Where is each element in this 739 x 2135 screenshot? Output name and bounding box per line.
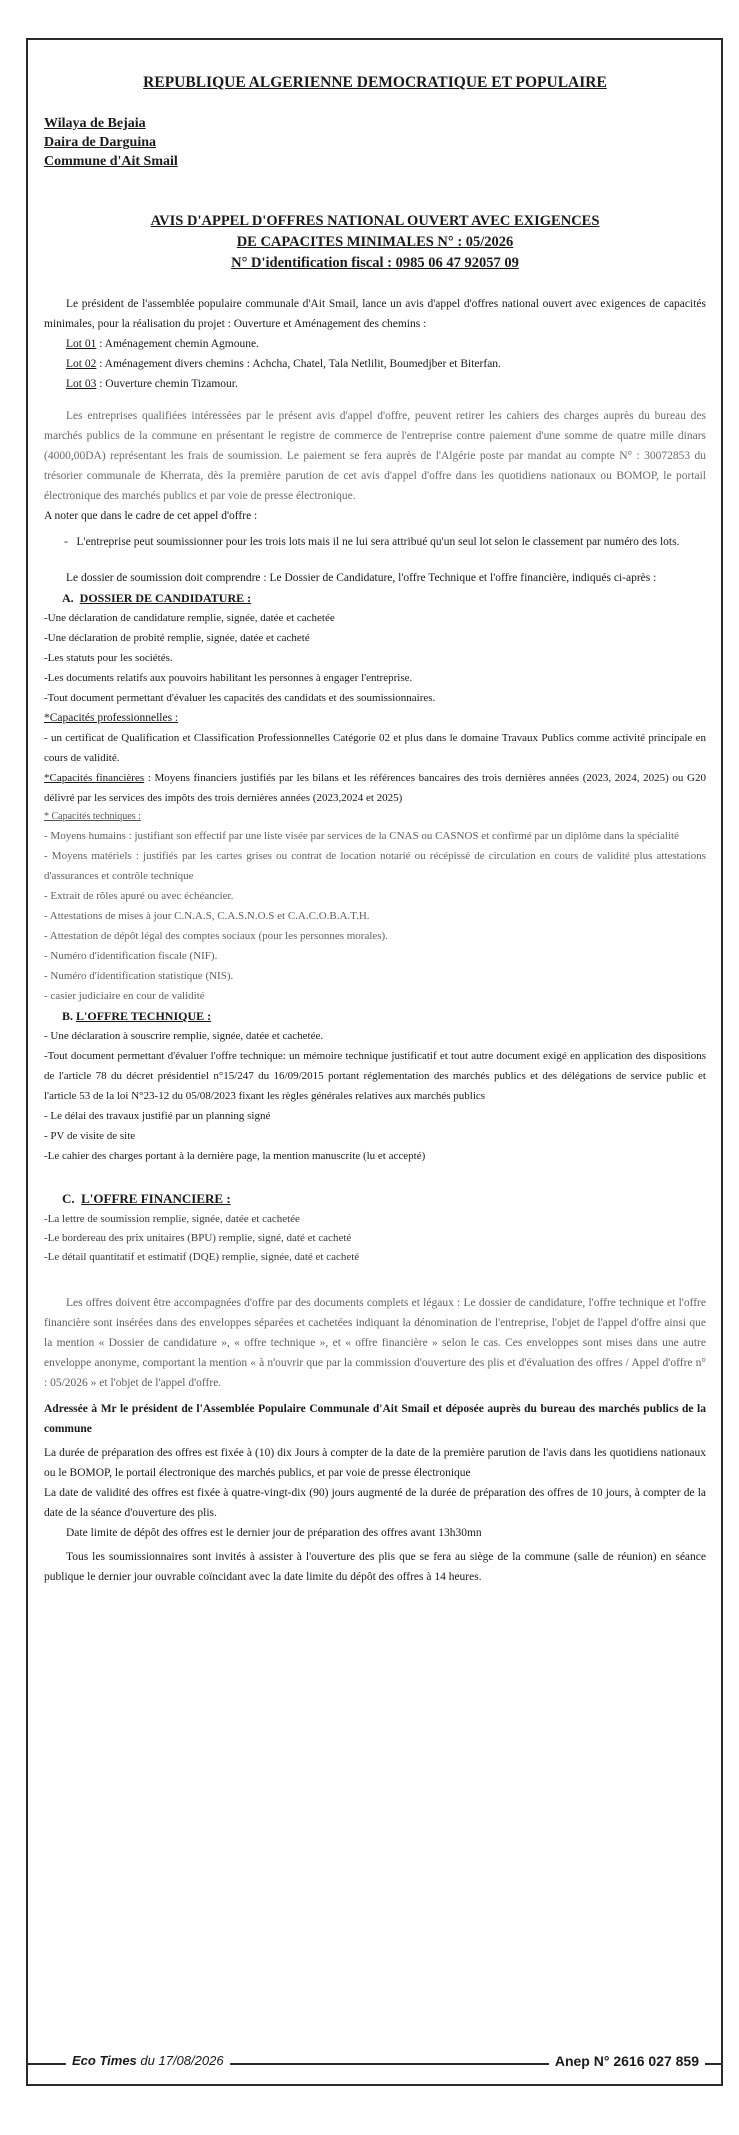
list-item: -Tout document permettant d'évaluer les capacités des candidats et des soumissionnaires. (44, 692, 436, 704)
commune: Commune d'Ait Smail (44, 154, 178, 169)
section-letter: A. (62, 591, 74, 605)
lot-text: : Aménagement divers chemins : Achcha, Chatel, Tala Netlilit, Boumedjber et Biterfan. (96, 358, 501, 370)
retrait-paragraph: Les entreprises qualifiées intéressées par le présent avis d'appel d'offre, peuvent retirer les cahiers des charges auprès du bureau des marchés publics de la commune en présentant le registre de commerce de l'entreprise contre paiement d'une somme de quatre mille dinars (4000,00DA) représentant les frais de soumission. Le paiement se fera auprès de l'Algérie poste par mandat au compte N° : 30072853 du trésorier communale de Kherrata, dès la première parution de cet avis d'appel d'offre dans les quotidiens nationaux ou BOMOP, le portail électronique des marchés publics et par voie de presse électronique. (44, 410, 706, 502)
fiscal-id: N° D'identification fiscal : 0985 06 47 92057 09 (231, 255, 519, 271)
closing-p1: Les offres doivent être accompagnées d'offre par des documents complets et légaux : Le dossier de candidature, l'offre technique et l'offre financière sont insérées dans des enveloppes séparées et cachetées indiquant la dénomination de l'entreprise, l'objet de l'appel d'offre ainsi que la mention « Dossier de candidature », « offre technique », et « offre financière » selon le cas. Ces enveloppes sont mises dans une autre enveloppe anonyme, comportant la mention « à n'ouvrir que par la commission d'ouverture des plis et d'évaluation des offres / Appel d'offre n° : 05/2026 » et l'objet de l'appel d'offre. (44, 1297, 706, 1389)
list-item: -Tout document permettant d'évaluer l'offre technique: un mémoire technique justificatif et tout autre document exigé en application des dispositions de l'article 78 du décret présidentiel n°15/247 du 16/09/2015 portant réglementation des marchés publics et des délégations de service public et l'article 53 de la loi N°23-12 du 05/08/2023 fixant les règles générales relatives aux marchés publics (44, 1050, 706, 1102)
list-item: - casier judiciaire en cour de validité (44, 990, 205, 1002)
title-line-2: DE CAPACITES MINIMALES N° : 05/2026 (236, 234, 514, 250)
wilaya: Wilaya de Bejaia (44, 116, 146, 131)
candidature-list (44, 608, 706, 708)
cap-fin (44, 768, 706, 808)
anep-number: Anep N° 2616 027 859 (549, 2053, 705, 2069)
lot-text: : Ouverture chemin Tizamour. (96, 378, 238, 390)
lot-text: : Aménagement chemin Agmoune. (96, 338, 259, 350)
section-title: L'OFFRE TECHNIQUE : (76, 1009, 212, 1023)
list-item: -Le cahier des charges portant à la dernière page, la mention manuscrite (lu et accepté) (44, 1150, 426, 1162)
technique-list (44, 1026, 706, 1166)
notice-title (44, 211, 706, 274)
list-item: - Extrait de rôles apuré ou avec échéancier. (44, 890, 234, 902)
closing-p5: Date limite de dépôt des offres est le dernier jour de préparation des offres avant 13h30mn (66, 1527, 482, 1539)
a-noter: A noter que dans le cadre de cet appel d'offre : (44, 510, 258, 522)
a-noter-text: L'entreprise peut soumissionner pour les trois lots mais il ne lui sera attribué qu'un seul lot selon le classement par numéro des lots. (76, 536, 680, 548)
cap-tech-materiels: - Moyens matériels : justifiés par les cartes grises ou contrat de location notarié ou récépissé de circulation en cours de validité plus attestations d'assurances et contrôle technique (44, 850, 706, 882)
list-item: -Les statuts pour les sociétés. (44, 652, 173, 664)
list-item: - Numéro d'identification statistique (NIS). (44, 970, 234, 982)
section-title: DOSSIER DE CANDIDATURE : (79, 591, 252, 605)
section-letter: C. (62, 1191, 75, 1206)
lot-label: Lot 02 (66, 358, 97, 370)
cap-fin-label: *Capacités financières (44, 772, 145, 784)
closing-p4: La date de validité des offres est fixée à quatre-vingt-dix (90) jours augmenté de la durée de préparation des offres de 10 jours, à compter de la date de la séance d'ouverture des plis. (44, 1487, 706, 1519)
publication-name: Eco Times (72, 2053, 137, 2068)
notice-content (44, 56, 706, 1587)
lot-3 (44, 374, 706, 394)
title-line-1: AVIS D'APPEL D'OFFRES NATIONAL OUVERT AVEC EXIGENCES (150, 213, 600, 229)
dossier-intro: Le dossier de soumission doit comprendre : Le Dossier de Candidature, l'offre Technique et l'offre financière, indiqués ci-après : (66, 572, 657, 584)
republic-header: REPUBLIQUE ALGERIENNE DEMOCRATIQUE ET POPULAIRE (143, 74, 607, 91)
daira: Daira de Darguina (44, 135, 156, 150)
intro-paragraph: Le président de l'assemblée populaire communale d'Ait Smail, lance un avis d'appel d'offres national ouvert avec exigences de capacités minimales, pour la réalisation du projet : Ouverture et Aménagement des chemins : (44, 298, 706, 330)
cap-pro-text: - un certificat de Qualification et Classification Professionnelles Catégorie 02 et plus dans le domaine Travaux Publics comme activité principale en cours de validité. (44, 732, 706, 764)
list-item: -Une déclaration de probité remplie, signée, datée et cacheté (44, 632, 310, 644)
cap-tech-humains: - Moyens humains : justifiant son effectif par une liste visée par services de la CNAS ou CASNOS et confirmé par un diplôme dans la spécialité (44, 830, 679, 842)
closing-p3: La durée de préparation des offres est fixée à (10) dix Jours à compter de la date de la première parution de l'avis dans les quotidiens nationaux ou le BOMOP, le portail électronique des marchés publics, et par voie de presse électronique (44, 1447, 706, 1479)
lot-label: Lot 01 (66, 338, 97, 350)
footer (26, 2050, 723, 2076)
publication-date: du 17/08/2026 (136, 2053, 224, 2068)
list-item: -Le bordereau des prix unitaires (BPU) remplie, signé, daté et cacheté (44, 1232, 352, 1244)
cap-fin-text: : Moyens financiers justifiés par les bilans et les références bancaires des trois dernières années (2023, 2024, 2025) ou G20 délivré par les services des impôts des trois dernières années (2023,2024 et 2025) (44, 772, 706, 804)
cap-tech-label: * Capacités techniques : (44, 811, 141, 822)
lot-2 (44, 354, 706, 374)
list-item: - Le délai des travaux justifié par un planning signé (44, 1110, 271, 1122)
publication (66, 2053, 230, 2068)
section-title: L'OFFRE FINANCIERE : (81, 1191, 231, 1206)
list-item: - Attestations de mises à jour C.N.A.S, C.A.S.N.O.S et C.A.C.O.B.A.T.H. (44, 910, 370, 922)
cap-pro-label: *Capacités professionnelles : (44, 712, 179, 724)
section-b-heading (62, 1006, 706, 1026)
list-item: -Les documents relatifs aux pouvoirs habilitant les personnes à engager l'entreprise. (44, 672, 413, 684)
lot-label: Lot 03 (66, 378, 97, 390)
closing-p2: Adressée à Mr le président de l'Assemblée Populaire Communale d'Ait Smail et déposée auprès du bureau des marchés publics de la commune (44, 1403, 706, 1435)
a-noter-item: - L'entreprise peut soumissionner pour les trois lots mais il ne lui sera attribué qu'un seul lot selon le classement par numéro des lots. (64, 536, 680, 548)
financiere-list (44, 1210, 706, 1267)
list-item: -Une déclaration de candidature remplie, signée, datée et cachetée (44, 612, 335, 624)
list-item: - Attestation de dépôt légal des comptes sociaux (pour les personnes morales). (44, 930, 388, 942)
list-item: - Une déclaration à souscrire remplie, signée, datée et cachetée. (44, 1030, 324, 1042)
section-c-heading (62, 1188, 706, 1210)
admin-list (44, 886, 706, 1006)
lot-1 (44, 334, 706, 354)
closing-p6: Tous les soumissionnaires sont invités à assister à l'ouverture des plis que se fera au siège de la commune (salle de réunion) en séance publique le dernier jour ouvrable coïncidant avec la date limite du dépôt des offres à 14 heures. (44, 1551, 706, 1583)
list-item: -Le détail quantitatif et estimatif (DQE) remplie, signée, daté et cacheté (44, 1251, 360, 1263)
section-letter: B. (62, 1009, 74, 1023)
list-item: - Numéro d'identification fiscale (NIF). (44, 950, 218, 962)
list-item: - PV de visite de site (44, 1130, 136, 1142)
section-a-heading (62, 588, 706, 608)
list-item: -La lettre de soumission remplie, signée, datée et cachetée (44, 1213, 300, 1225)
